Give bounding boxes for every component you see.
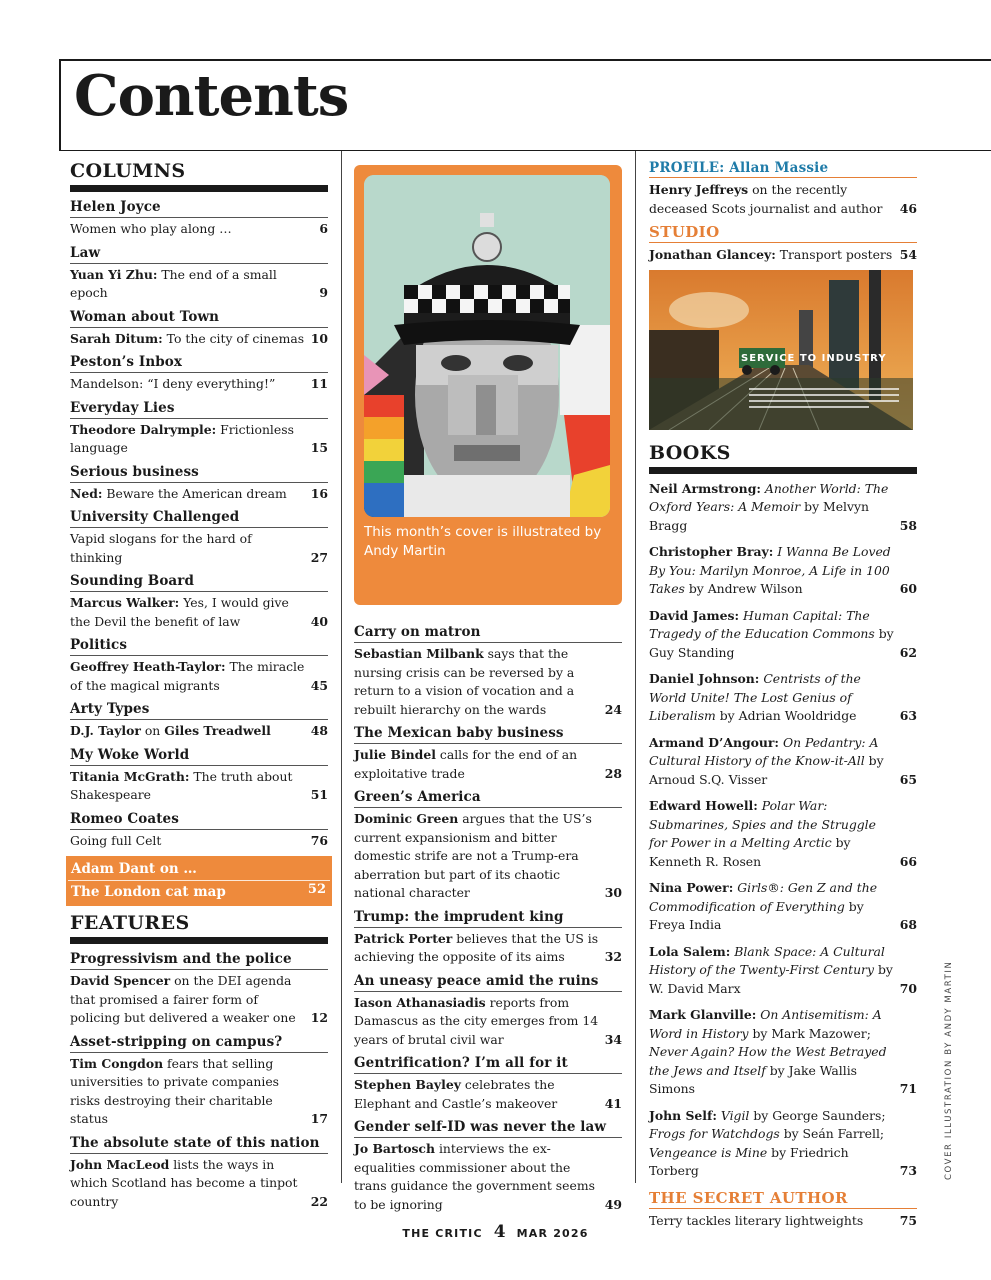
column-entry-body	[70, 421, 328, 458]
column-entry-heading: University Challenged	[70, 508, 328, 528]
page-number: 24	[604, 701, 622, 717]
book-title: On Pedantry: A Cultural History of the Know-it-All	[649, 734, 879, 768]
feature-entry-body	[70, 1055, 328, 1129]
byline: D.J. Taylor	[70, 723, 141, 738]
description-text: Yes, I would give the Devil the benefit of law	[70, 595, 289, 629]
article-entry-heading: Green’s America	[354, 788, 622, 808]
description-text: says that the nursing crisis can be reversed by a return to a vision of vocation and a rebuilt hierarchy on the wards	[354, 646, 575, 717]
page-number: 62	[899, 644, 917, 660]
description-text: by Kenneth R. Rosen	[649, 835, 851, 869]
book-title: Centrists of the World Unite! The Lost Genius of Liberalism	[649, 671, 861, 723]
profile-item[interactable]	[649, 181, 917, 218]
column-entry-body	[70, 485, 328, 504]
column-entry[interactable]	[70, 399, 328, 458]
byline: Geoffrey Heath-Taylor:	[70, 659, 226, 674]
book-review-body	[649, 943, 917, 999]
page-number: 49	[604, 1196, 622, 1212]
article-entry-heading: An uneasy peace amid the ruins	[354, 972, 622, 992]
description-text: by Mark Mazower;	[748, 1025, 871, 1041]
description-text: argues that the US’s current expansionism and bitter domestic strife are not a Trump-era aberration but part of its chaotic national character	[354, 811, 592, 900]
page-number: 34	[604, 1031, 622, 1047]
book-review-entry[interactable]	[649, 1006, 917, 1099]
column-entry-body	[70, 722, 328, 741]
page-number: 48	[310, 723, 328, 738]
byline: Sebastian Milbank	[354, 646, 484, 661]
books-heading: BOOKS	[649, 442, 917, 474]
page-number: 60	[899, 581, 917, 596]
book-title: Never Again? How the West Betrayed the Jews and Itself	[649, 1044, 887, 1078]
column-entry-heading: Woman about Town	[70, 308, 328, 328]
description-text: The end of a small epoch	[70, 266, 277, 300]
page-number: 40	[310, 613, 328, 629]
article-entry[interactable]	[354, 1118, 622, 1214]
article-entry[interactable]	[354, 623, 622, 719]
frame-left-rule	[59, 59, 61, 151]
frame-top-rule	[59, 59, 991, 61]
footer-date: MAR 2026	[516, 1227, 589, 1240]
feature-entry-body	[70, 1156, 328, 1212]
byline: Iason Athanasiadis	[354, 994, 486, 1010]
description-text: Frictionless language	[70, 421, 294, 455]
page-number: 70	[899, 980, 917, 996]
description-text: by Arnoud S.Q. Visser	[649, 753, 884, 787]
profile-heading: PROFILE: Allan Massie	[649, 160, 917, 178]
column-entry-body	[70, 220, 328, 239]
cover-credit: COVER ILLUSTRATION BY ANDY MARTIN	[944, 960, 954, 1180]
column-entry-body	[70, 768, 328, 805]
article-entry[interactable]	[354, 788, 622, 903]
description-text: Beware the American dream	[102, 485, 287, 501]
description-text: by Friedrich Torberg	[649, 1144, 849, 1178]
page-number: 41	[604, 1095, 622, 1111]
description-text: on	[140, 723, 165, 738]
secret-author-heading: THE SECRET AUTHOR	[649, 1189, 917, 1209]
column-entry-heading: Politics	[70, 636, 328, 656]
description-text: on the recently deceased Scots journalist and author	[649, 182, 883, 216]
articles-list	[354, 623, 622, 1214]
adam-dant-promo[interactable]	[66, 856, 332, 906]
column-entry[interactable]	[70, 810, 328, 851]
title-under-rule	[59, 150, 991, 151]
features-list	[70, 950, 328, 1211]
description-text: by Freya India	[649, 898, 864, 932]
page-number: 30	[604, 885, 622, 900]
studio-text	[649, 247, 892, 262]
promo-page: 52	[307, 882, 326, 897]
column-entry-heading: Law	[70, 244, 328, 264]
column-entry[interactable]	[70, 572, 328, 631]
promo-line-1: Adam Dant on …	[71, 861, 197, 877]
byline: Sarah Ditum:	[70, 330, 163, 346]
column-entry-body	[70, 658, 328, 695]
book-review-body	[649, 1107, 917, 1181]
description-text: by Andrew Wilson	[684, 581, 803, 596]
description-text: believes that the US is achieving the opposite of its aims	[354, 930, 599, 964]
page-number: 28	[604, 765, 622, 781]
column-entry-heading: Serious business	[70, 463, 328, 483]
article-entry-body	[354, 1140, 622, 1214]
article-entry-body	[354, 1076, 622, 1113]
poster-caption: SERVICE TO INDUSTRY	[741, 352, 887, 364]
book-review-body	[649, 607, 917, 663]
right-column	[649, 160, 917, 1235]
book-review-body	[649, 734, 917, 790]
feature-entry[interactable]	[70, 1033, 328, 1129]
transport-poster-image	[649, 270, 913, 430]
byline: Jo Bartosch	[354, 1141, 435, 1156]
description-text: To the city of cinemas	[162, 330, 305, 346]
byline: Ned:	[70, 485, 103, 501]
book-review-entry[interactable]	[649, 670, 917, 726]
byline: Edward Howell:	[649, 798, 758, 813]
book-title: Girls®: Gen Z and the Commodification of Everything	[649, 880, 878, 914]
studio-item[interactable]	[649, 246, 917, 265]
profile-body	[649, 181, 917, 218]
book-title: Another World: The Oxford Years: A Memoir	[649, 480, 889, 514]
article-entry[interactable]	[354, 908, 622, 967]
article-entry-heading: The Mexican baby business	[354, 724, 622, 744]
article-entry-heading: Gentrification? I’m all for it	[354, 1054, 622, 1074]
page-number: 65	[899, 771, 917, 787]
page-number: 17	[310, 1111, 328, 1126]
feature-entry[interactable]	[70, 950, 328, 1028]
profile-text	[649, 182, 882, 216]
byline: Stephen Bayley	[354, 1077, 461, 1092]
description-text: by W. David Marx	[649, 962, 893, 996]
page-number: 71	[899, 1081, 917, 1096]
column-entry[interactable]	[70, 308, 328, 349]
page-number: 9	[319, 285, 328, 300]
page-number: 68	[899, 917, 917, 932]
article-entry[interactable]	[354, 724, 622, 783]
page-number: 58	[899, 517, 917, 533]
description-text: fears that selling universities to private companies risks destroying their charitable status	[70, 1055, 280, 1126]
book-title: On Antisemitism: A Word in History	[649, 1007, 882, 1041]
byline: Henry Jeffreys	[649, 182, 749, 197]
byline: Dominic Green	[354, 811, 459, 826]
column-entry[interactable]	[70, 463, 328, 504]
page-number: 66	[899, 853, 917, 869]
description-text: Mandelson: “I deny everything!”	[70, 376, 276, 391]
feature-entry-heading: Progressivism and the police	[70, 950, 328, 970]
studio-body	[649, 246, 917, 265]
columns-column	[70, 160, 328, 1216]
book-review-entry[interactable]	[649, 734, 917, 790]
description-text: by Seán Farrell;	[779, 1126, 885, 1141]
column-entry-body	[70, 266, 328, 303]
column-entry[interactable]	[70, 636, 328, 695]
books-list	[649, 480, 917, 1181]
article-entry-body	[354, 930, 622, 967]
column-entry-body	[70, 375, 328, 394]
byline: Nina Power:	[649, 880, 734, 895]
page-number: 73	[899, 1163, 917, 1178]
description-text: calls for the end of an exploitative trade	[354, 747, 578, 781]
column-entry-heading: Helen Joyce	[70, 198, 328, 218]
book-review-body	[649, 797, 917, 871]
page-footer	[0, 1222, 991, 1242]
column-entry[interactable]	[70, 244, 328, 303]
feature-entry-heading: The absolute state of this nation	[70, 1134, 328, 1154]
description-text: Transport posters	[775, 247, 893, 262]
description-text: Vapid slogans for the hard of thinking	[70, 531, 252, 565]
page-number: 63	[899, 708, 917, 723]
cover-caption: This month’s cover is illustrated by Andy Martin	[364, 524, 602, 559]
byline: Christopher Bray:	[649, 544, 774, 559]
page-number: 16	[310, 485, 328, 501]
columns-heading: COLUMNS	[70, 160, 328, 192]
feature-entry[interactable]	[70, 1134, 328, 1212]
column-divider-2	[635, 151, 636, 1183]
byline: Julie Bindel	[354, 747, 436, 762]
book-review-entry[interactable]	[649, 480, 917, 536]
column-entry-heading: Everyday Lies	[70, 399, 328, 419]
page-number: 51	[310, 787, 328, 802]
features-heading: FEATURES	[70, 912, 328, 944]
article-entry-heading: Trump: the imprudent king	[354, 908, 622, 928]
secret-author-page: 75	[899, 1212, 917, 1228]
book-review-body	[649, 670, 917, 726]
book-title: Human Capital: The Tragedy of the Education Commons	[649, 607, 875, 641]
column-entry-heading: My Woke World	[70, 746, 328, 766]
cover-card[interactable]	[354, 165, 622, 605]
description-text: The truth about Shakespeare	[70, 768, 293, 802]
description-text: by Adrian Wooldridge	[715, 708, 857, 723]
byline: John MacLeod	[70, 1156, 170, 1172]
columns-list	[70, 198, 328, 850]
studio-heading: STUDIO	[649, 223, 917, 243]
byline: Daniel Johnson:	[649, 671, 760, 686]
column-entry-body	[70, 594, 328, 631]
cover-illustration	[364, 175, 610, 517]
studio-page: 54	[899, 247, 917, 262]
description-text: by George Saunders;	[749, 1107, 886, 1123]
article-entry-body	[354, 810, 622, 903]
page-number: 76	[310, 832, 328, 848]
byline: Patrick Porter	[354, 930, 453, 946]
article-entry-heading: Gender self-ID was never the law	[354, 1118, 622, 1138]
column-entry-heading: Peston’s Inbox	[70, 353, 328, 373]
book-review-body	[649, 1006, 917, 1099]
description-text: on the DEI agenda that promised a fairer form of policing but delivered a weaker one	[70, 973, 296, 1025]
book-title: Frogs for Watchdogs	[649, 1126, 780, 1141]
page-number: 11	[310, 376, 328, 391]
book-title: I Wanna Be Loved By You: Marilyn Monroe, A Life in 100 Takes	[649, 544, 891, 596]
book-title: Vigil	[716, 1107, 750, 1123]
cover-illustration-graphic	[364, 175, 610, 517]
page-number: 10	[310, 330, 328, 346]
page-number: 32	[604, 949, 622, 964]
byline: Armand D’Angour:	[649, 734, 779, 750]
column-entry[interactable]	[70, 700, 328, 741]
column-entry-body	[70, 530, 328, 567]
book-review-body	[649, 543, 917, 599]
byline: Theodore Dalrymple:	[70, 421, 217, 437]
description-text: lists the ways in which Scotland has become a tinpot country	[70, 1156, 298, 1209]
book-review-body	[649, 480, 917, 536]
promo-line-2	[68, 880, 330, 903]
profile-page: 46	[899, 200, 917, 216]
byline: Titania McGrath:	[70, 768, 190, 784]
book-review-entry[interactable]	[649, 797, 917, 871]
middle-column	[354, 165, 622, 1219]
column-entry-heading: Arty Types	[70, 700, 328, 720]
column-entry[interactable]	[70, 198, 328, 239]
page-number: 45	[310, 677, 328, 693]
column-entry-heading: Sounding Board	[70, 572, 328, 592]
article-entry[interactable]	[354, 972, 622, 1050]
page-number: 27	[310, 549, 328, 565]
feature-entry-body	[70, 972, 328, 1028]
book-review-entry[interactable]	[649, 543, 917, 599]
byline: Neil Armstrong:	[649, 480, 761, 496]
byline: Jonathan Glancey:	[649, 247, 776, 262]
description-text: reports from Damascus as the city emerges from 14 years of brutal civil war	[354, 994, 599, 1047]
description-text: by Jake Wallis Simons	[649, 1062, 858, 1096]
byline: Marcus Walker:	[70, 595, 180, 610]
byline: Yuan Yi Zhu:	[70, 266, 158, 282]
description-text: Women who play along …	[70, 221, 232, 236]
column-entry[interactable]	[70, 746, 328, 805]
column-entry-body	[70, 330, 328, 349]
book-review-entry[interactable]	[649, 1107, 917, 1181]
column-entry-heading: Romeo Coates	[70, 810, 328, 830]
book-title: Blank Space: A Cultural History of the Twenty-First Century	[649, 943, 885, 977]
byline: David Spencer	[70, 973, 171, 988]
page-title: Contents	[74, 63, 349, 129]
byline: Giles Treadwell	[164, 723, 271, 738]
byline: Tim Congdon	[70, 1055, 164, 1071]
page-number: 6	[319, 221, 328, 236]
byline: John Self:	[649, 1107, 717, 1123]
book-review-body	[649, 879, 917, 935]
description-text: by Guy Standing	[649, 626, 894, 660]
article-entry-body	[354, 746, 622, 783]
column-entry-body	[70, 832, 328, 851]
footer-magazine: THE CRITIC	[402, 1227, 483, 1240]
book-title: Polar War: Submarines, Spies and the Struggle for Power in a Melting Arctic	[649, 798, 876, 850]
byline: Mark Glanville:	[649, 1007, 757, 1022]
article-entry-heading: Carry on matron	[354, 623, 622, 643]
book-review-entry[interactable]	[649, 943, 917, 999]
promo-line-2-text: The London cat map	[71, 884, 226, 900]
page-number: 12	[310, 1010, 328, 1025]
byline: Lola Salem:	[649, 943, 731, 959]
transport-poster-graphic	[649, 270, 913, 430]
book-review-entry[interactable]	[649, 607, 917, 663]
footer-page-number: 4	[493, 1222, 506, 1242]
description-text: by Melvyn Bragg	[649, 499, 869, 533]
description-text: The miracle of the magical migrants	[70, 659, 305, 693]
page-number: 15	[310, 440, 328, 455]
column-divider-1	[341, 151, 342, 1183]
column-entry[interactable]	[70, 353, 328, 394]
description-text: Terry tackles literary lightweights	[649, 1212, 864, 1228]
description-text: celebrates the Elephant and Castle’s makeover	[354, 1077, 558, 1111]
description-text: interviews the ex-equalities commissioner about the trans guidance the government seems to be ignoring	[354, 1141, 595, 1212]
article-entry-body	[354, 994, 622, 1050]
description-text: Going full Celt	[70, 832, 162, 848]
column-entry[interactable]	[70, 508, 328, 567]
article-entry-body	[354, 645, 622, 719]
feature-entry-heading: Asset-stripping on campus?	[70, 1033, 328, 1053]
article-entry[interactable]	[354, 1054, 622, 1113]
book-review-entry[interactable]	[649, 879, 917, 935]
page-number: 22	[310, 1193, 328, 1209]
book-title: Vengeance is Mine	[649, 1144, 768, 1160]
byline: David James:	[649, 607, 740, 623]
